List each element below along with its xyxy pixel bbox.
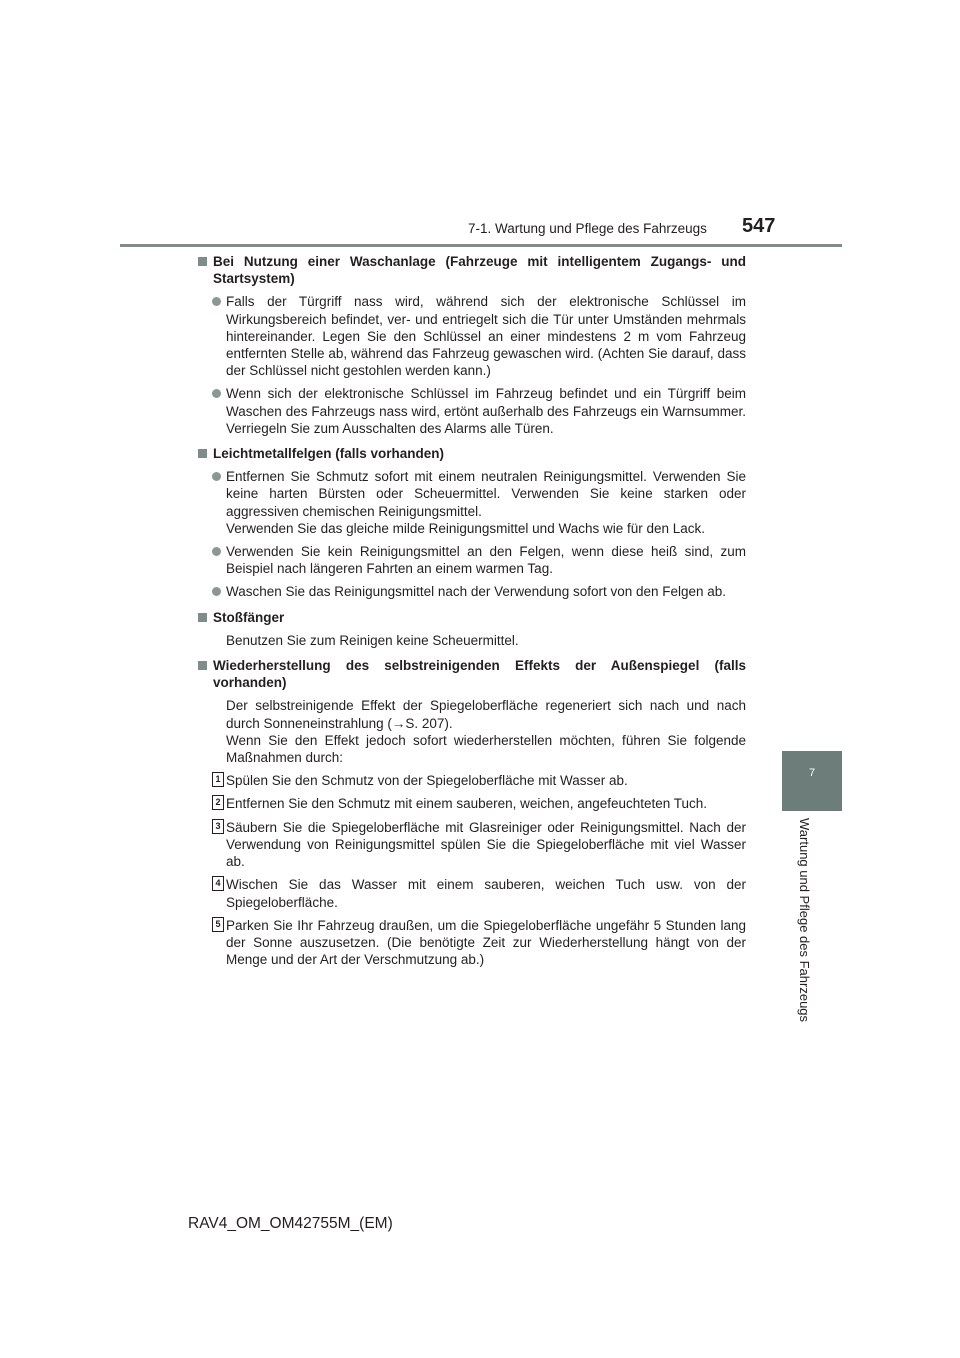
circle-bullet-icon [212,297,221,306]
list-item: Entfernen Sie Schmutz sofort mit einem neutralen Reinigungsmittel. Verwenden Sie keine harten Bürsten oder Scheuermittel. Verwenden Sie keine starken oder aggressiven chemischen Reinigungsmittel. Verwenden Sie das gleiche milde Reinigungsmittel und Wachs wie für den Lack. [198,468,746,537]
chapter-tab [782,751,842,811]
header-rule [120,244,842,247]
square-bullet-icon [198,449,207,458]
circle-bullet-icon [212,389,221,398]
circle-bullet-icon [212,547,221,556]
step-number-badge: 1 [212,772,224,787]
section-leichtmetallfelgen [198,445,746,601]
list-item: Wenn sich der elektronische Schlüssel im Fahrzeug befindet und ein Türgriff beim Waschen des Fahrzeugs nass wird, ertönt außerhalb des Fahrzeugs ein Warnsummer. Verriegeln Sie zum Ausschalten des Alarms alle Türen. [198,385,746,437]
list-item: Verwenden Sie kein Reinigungsmittel an den Felgen, wenn diese heiß sind, zum Beispiel nach längeren Fahrten an einem warmen Tag. [198,543,746,577]
step-item: 4 Wischen Sie das Wasser mit einem sauberen, weichen Tuch usw. von der Spiegeloberfläche. [198,876,746,910]
square-bullet-icon [198,257,207,266]
step-item: 3 Säubern Sie die Spiegeloberfläche mit Glasreiniger oder Reinigungsmittel. Nach der Verwendung von Reinigungsmittel spülen Sie die Spiegeloberfläche mit viel Wasser ab. [198,819,746,871]
page-number: 547 [742,215,776,237]
section-heading: Bei Nutzung einer Waschanlage (Fahrzeuge mit intelligentem Zugangs- und Startsystem) [198,253,746,287]
step-item: 5 Parken Sie Ihr Fahrzeug draußen, um die Spiegeloberfläche ungefähr 5 Stunden lang der Sonne auszusetzen. (Die benötigte Zeit zur Wiederherstellung hängt von der Menge und der Art der Verschmutzung ab.) [198,917,746,969]
header-title: 7-1. Wartung und Pflege des Fahrzeugs [468,221,707,236]
section-heading: Stoßfänger [198,609,746,626]
step-number-badge: 3 [212,819,224,834]
list-item: Waschen Sie das Reinigungsmittel nach der Verwendung sofort von den Felgen ab. [198,583,746,600]
paragraph: Benutzen Sie zum Reinigen keine Scheuermittel. [226,632,519,648]
square-bullet-icon [198,661,207,670]
section-waschanlage [198,253,746,437]
chapter-number: 7 [808,767,816,779]
chapter-side-label: Wartung und Pflege des Fahrzeugs [797,818,812,1023]
square-bullet-icon [198,613,207,622]
section-stossfaenger [198,609,746,649]
list-item: Falls der Türgriff nass wird, während sich der elektronische Schlüssel im Wirkungsbereich befindet, ver- und entriegelt sich die Tür unter Umständen mehrmals hintereinander. Legen Sie den Schlüssel an einer mindestens 2 m vom Fahrzeug entfernten Stelle ab, während das Fahrzeug gewaschen wird. (Achten Sie darauf, dass der Schlüssel nicht gestohlen werden kann.) [198,293,746,379]
footer-code: RAV4_OM_OM42755M_(EM) [188,1215,393,1232]
circle-bullet-icon [212,472,221,481]
section-aussenspiegel [198,657,746,968]
step-item: 1 Spülen Sie den Schmutz von der Spiegeloberfläche mit Wasser ab. [198,772,746,789]
page-content [198,253,746,976]
step-item: 2 Entfernen Sie den Schmutz mit einem sauberen, weichen, angefeuchteten Tuch. [198,795,746,812]
section-heading: Leichtmetallfelgen (falls vorhanden) [198,445,746,462]
step-number-badge: 4 [212,876,224,891]
step-number-badge: 2 [212,795,224,810]
section-heading: Wiederherstellung des selbstreinigenden Effekts der Außenspiegel (falls vorhanden) [198,657,746,691]
circle-bullet-icon [212,587,221,596]
step-number-badge: 5 [212,917,224,932]
paragraph: Der selbstreinigende Effekt der Spiegeloberfläche regeneriert sich nach und nach durch Sonneneinstrahlung (→S. 207). Wenn Sie den Effekt jedoch sofort wiederherstellen möchten, führen Sie folgende Maßnahmen durch: [226,698,746,766]
